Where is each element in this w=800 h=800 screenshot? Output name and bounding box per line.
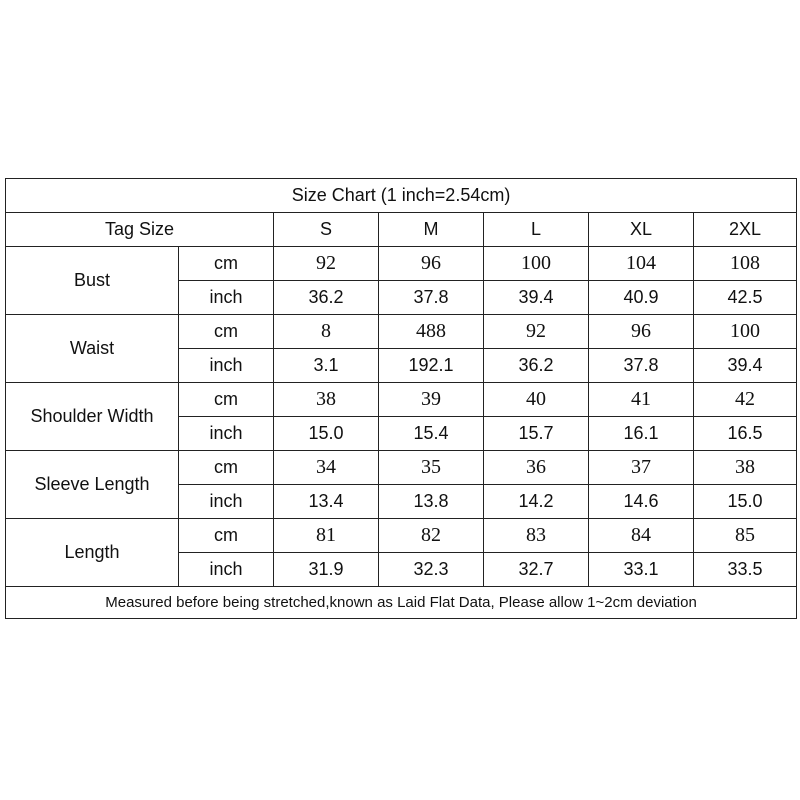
value-cell: 15.0: [694, 485, 797, 519]
header-row: [6, 213, 797, 247]
value-cell: 13.8: [379, 485, 484, 519]
value-cell: 36: [484, 451, 589, 485]
value-cell: 33.5: [694, 553, 797, 587]
value-cell: 192.1: [379, 349, 484, 383]
value-cell: 36.2: [484, 349, 589, 383]
measure-label-length: Length: [6, 519, 179, 587]
unit-label: inch: [179, 417, 274, 451]
value-cell: 84: [589, 519, 694, 553]
table-row: [6, 519, 797, 553]
value-cell: 34: [274, 451, 379, 485]
value-cell: 15.7: [484, 417, 589, 451]
value-cell: 42: [694, 383, 797, 417]
footer-note: Measured before being stretched,known as Laid Flat Data, Please allow 1~2cm deviation: [6, 587, 797, 619]
value-cell: 33.1: [589, 553, 694, 587]
value-cell: 31.9: [274, 553, 379, 587]
measure-label-shoulder-width: Shoulder Width: [6, 383, 179, 451]
value-cell: 104: [589, 247, 694, 281]
value-cell: 39.4: [694, 349, 797, 383]
value-cell: 15.0: [274, 417, 379, 451]
value-cell: 16.1: [589, 417, 694, 451]
value-cell: 37: [589, 451, 694, 485]
size-header-s: S: [274, 213, 379, 247]
value-cell: 81: [274, 519, 379, 553]
measure-label-waist: Waist: [6, 315, 179, 383]
value-cell: 39.4: [484, 281, 589, 315]
value-cell: 38: [274, 383, 379, 417]
unit-label: cm: [179, 247, 274, 281]
value-cell: 82: [379, 519, 484, 553]
value-cell: 37.8: [589, 349, 694, 383]
value-cell: 14.6: [589, 485, 694, 519]
measure-label-bust: Bust: [6, 247, 179, 315]
size-chart-table: [5, 178, 797, 619]
value-cell: 36.2: [274, 281, 379, 315]
value-cell: 8: [274, 315, 379, 349]
footer-row: [6, 587, 797, 619]
value-cell: 39: [379, 383, 484, 417]
title-row: [6, 179, 797, 213]
size-header-2xl: 2XL: [694, 213, 797, 247]
value-cell: 32.7: [484, 553, 589, 587]
value-cell: 42.5: [694, 281, 797, 315]
size-header-m: M: [379, 213, 484, 247]
value-cell: 16.5: [694, 417, 797, 451]
value-cell: 14.2: [484, 485, 589, 519]
value-cell: 3.1: [274, 349, 379, 383]
value-cell: 37.8: [379, 281, 484, 315]
unit-label: inch: [179, 281, 274, 315]
unit-label: cm: [179, 451, 274, 485]
value-cell: 92: [484, 315, 589, 349]
size-header-xl: XL: [589, 213, 694, 247]
unit-label: inch: [179, 349, 274, 383]
value-cell: 83: [484, 519, 589, 553]
table-row: [6, 383, 797, 417]
value-cell: 13.4: [274, 485, 379, 519]
value-cell: 15.4: [379, 417, 484, 451]
unit-label: cm: [179, 383, 274, 417]
value-cell: 40.9: [589, 281, 694, 315]
value-cell: 96: [379, 247, 484, 281]
tag-size-label: Tag Size: [6, 213, 274, 247]
measure-label-sleeve-length: Sleeve Length: [6, 451, 179, 519]
value-cell: 100: [694, 315, 797, 349]
value-cell: 108: [694, 247, 797, 281]
unit-label: inch: [179, 485, 274, 519]
chart-title: Size Chart (1 inch=2.54cm): [6, 179, 797, 213]
value-cell: 41: [589, 383, 694, 417]
value-cell: 85: [694, 519, 797, 553]
value-cell: 92: [274, 247, 379, 281]
unit-label: cm: [179, 315, 274, 349]
value-cell: 32.3: [379, 553, 484, 587]
unit-label: cm: [179, 519, 274, 553]
value-cell: 100: [484, 247, 589, 281]
table-row: [6, 247, 797, 281]
value-cell: 96: [589, 315, 694, 349]
size-header-l: L: [484, 213, 589, 247]
unit-label: inch: [179, 553, 274, 587]
value-cell: 488: [379, 315, 484, 349]
table-row: [6, 451, 797, 485]
table-row: [6, 315, 797, 349]
value-cell: 35: [379, 451, 484, 485]
value-cell: 40: [484, 383, 589, 417]
value-cell: 38: [694, 451, 797, 485]
